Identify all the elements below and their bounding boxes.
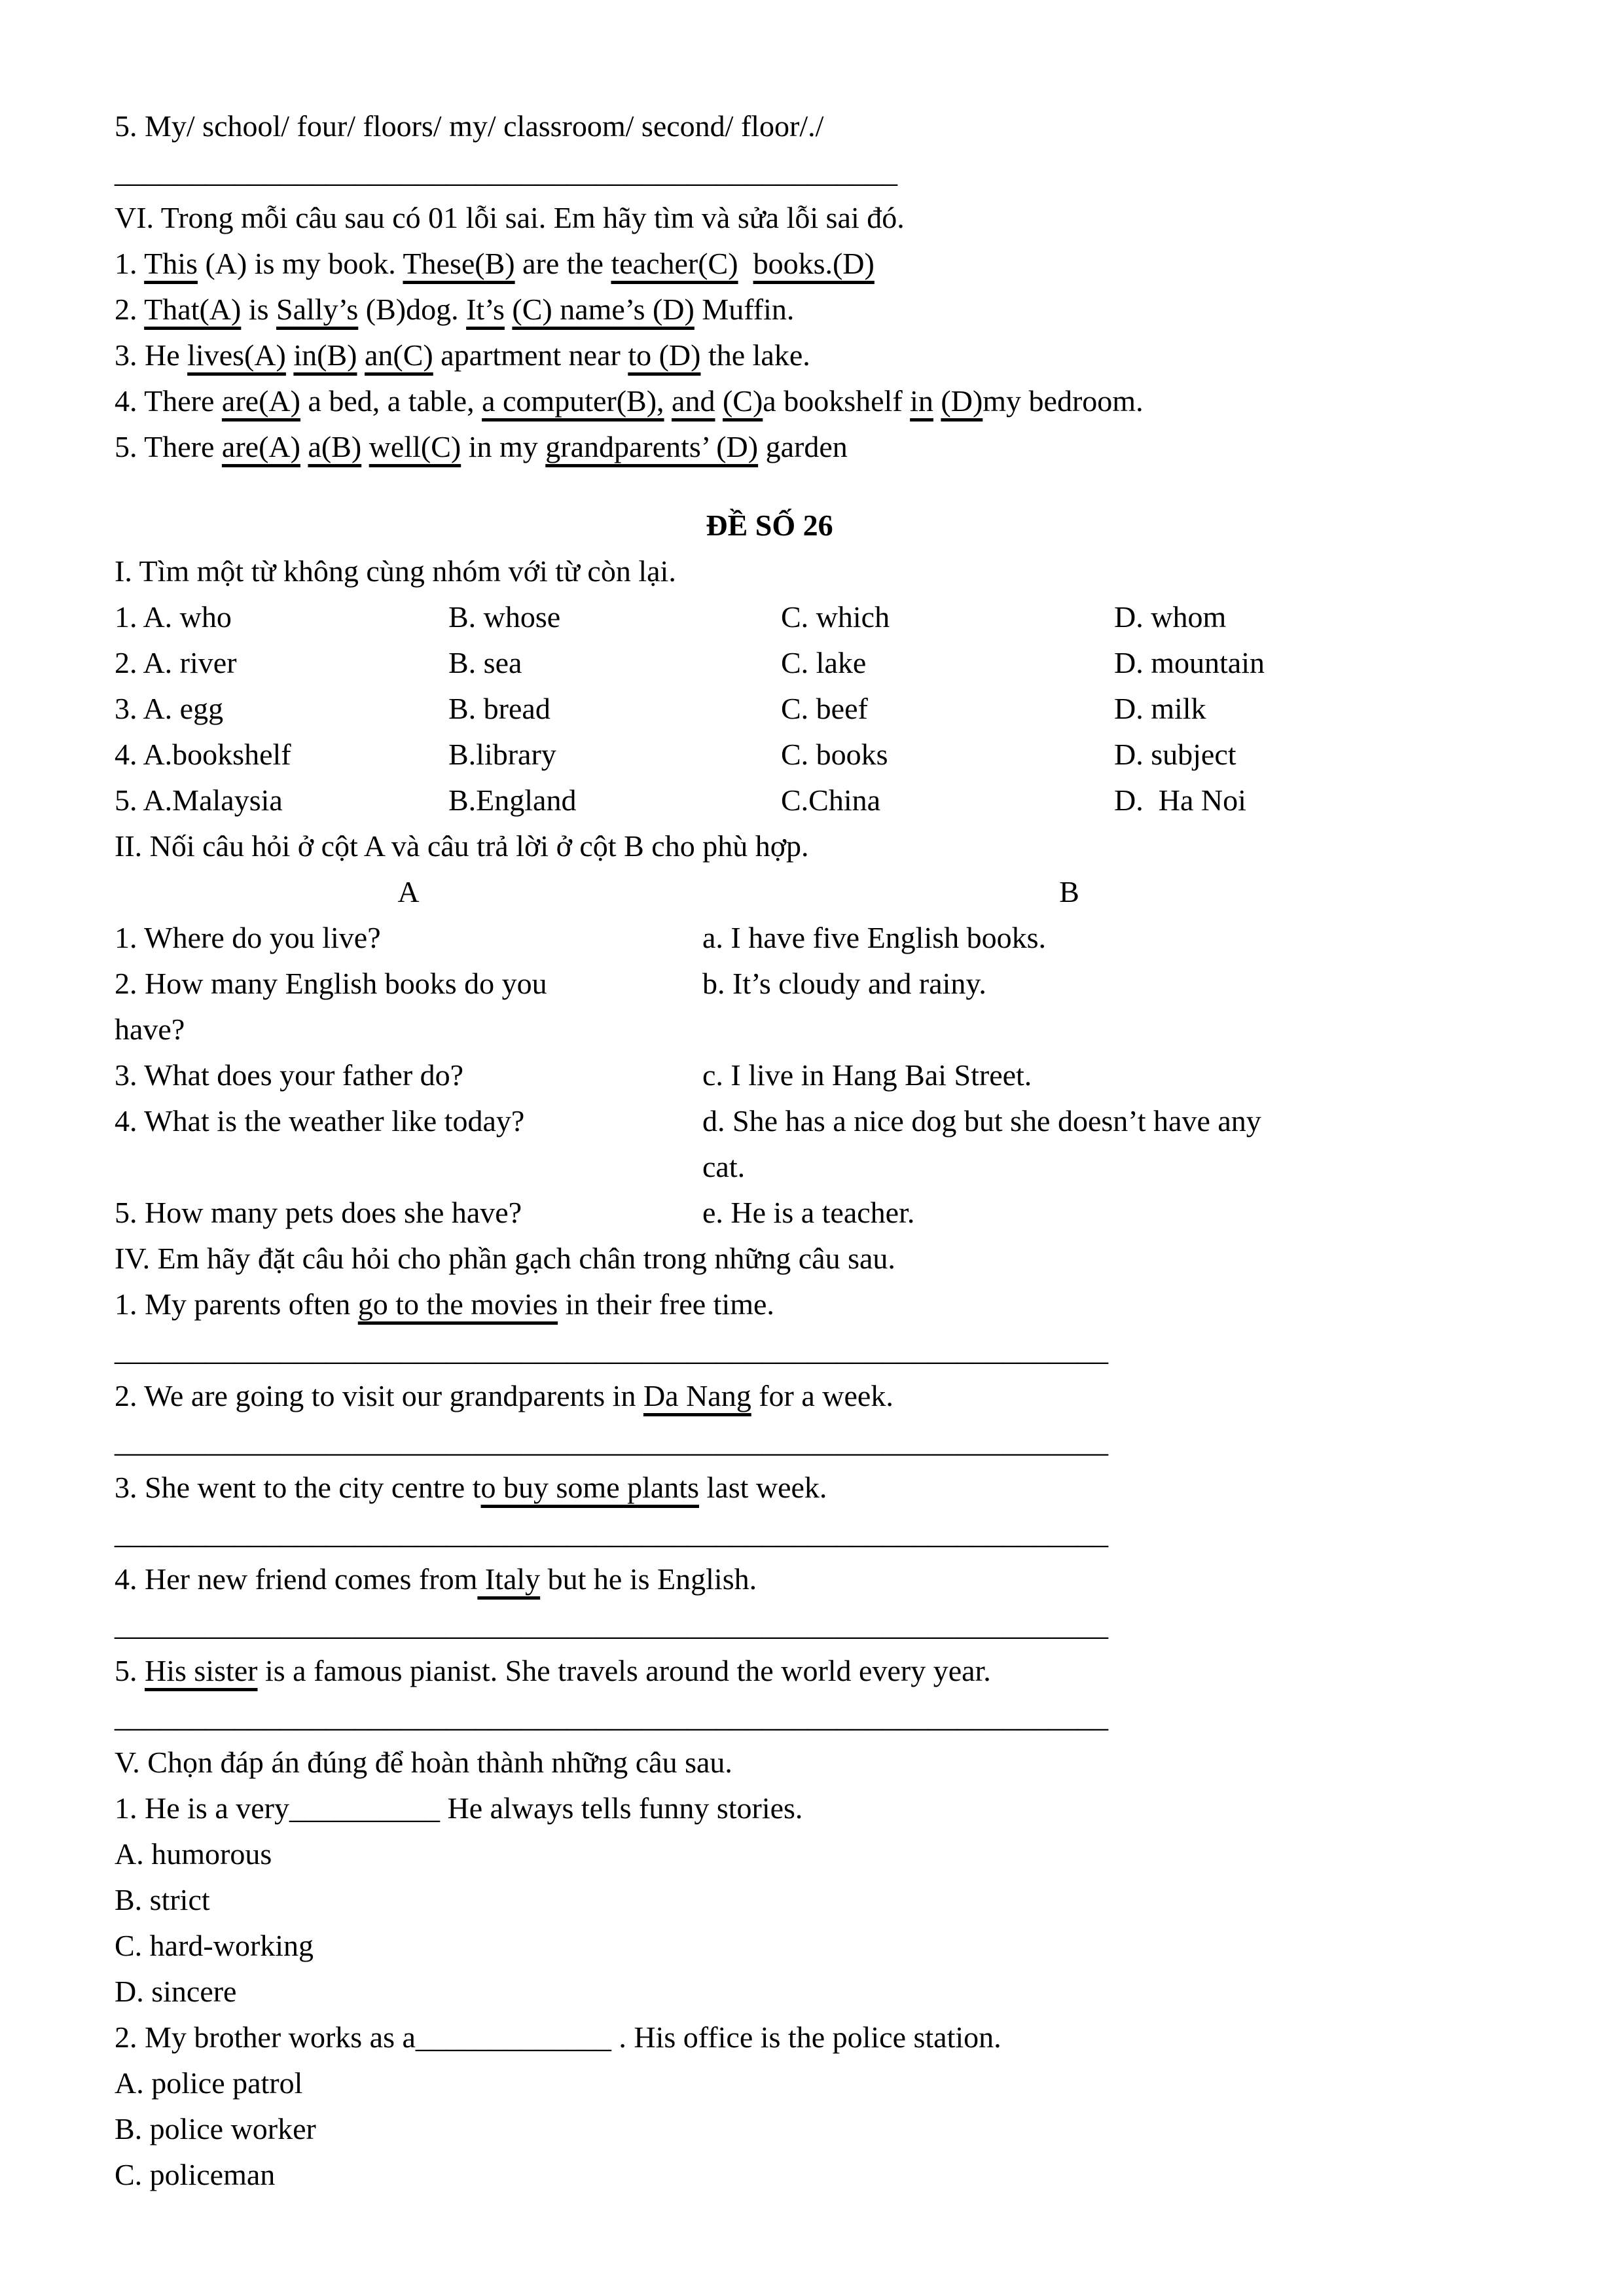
mc-cell: B. whose	[448, 600, 561, 634]
exam-title: ĐỀ SỐ 26	[706, 509, 833, 542]
question-making-item-5: 5. His sister is a famous pianist. She travels around the world every year.	[115, 1654, 991, 1687]
match-question-5: 5. How many pets does she have?	[115, 1196, 522, 1229]
match-answer-b: b. It’s cloudy and rainy.	[702, 967, 986, 1000]
answer-line: __________________________________________________________________	[115, 1700, 1108, 1733]
match-question-1: 1. Where do you live?	[115, 921, 381, 954]
mc-cell: 5. A.Malaysia	[115, 783, 283, 817]
mc-cell: C. lake	[781, 646, 867, 679]
answer-line: __________________________________________________________________	[115, 1333, 1108, 1367]
section-v-heading: V. Chọn đáp án đúng để hoàn thành những câu sau.	[115, 1746, 732, 1779]
error-correction-item-4: 4. There are(A) a bed, a table, a computer(B), and (C)a bookshelf in (D)my bedroom.	[115, 384, 1144, 418]
mc-cell: 4. A.bookshelf	[115, 738, 291, 771]
mc-cell: B.library	[448, 738, 556, 771]
mcq-option-c: C. policeman	[115, 2158, 276, 2191]
question-making-item-2: 2. We are going to visit our grandparents in Da Nang for a week.	[115, 1379, 893, 1412]
section-i-heading: I. Tìm một từ không cùng nhóm với từ còn lại.	[115, 554, 676, 588]
mcq-option-d: D. sincere	[115, 1975, 237, 2008]
match-answer-c: c. I live in Hang Bai Street.	[702, 1058, 1032, 1092]
column-a-header: A	[397, 875, 420, 908]
mc-cell: D. Ha Noi	[1114, 783, 1246, 817]
mcq-option-a: A. police patrol	[115, 2066, 303, 2100]
mc-cell: B. bread	[448, 692, 550, 725]
mcq-question-1: 1. He is a very__________ He always tells funny stories.	[115, 1791, 803, 1825]
error-correction-item-1: 1. This (A) is my book. These(B) are the teacher(C) books.(D)	[115, 247, 875, 280]
answer-line: ____________________________________________________	[115, 155, 897, 188]
mc-cell: C. which	[781, 600, 890, 634]
mc-cell: C.China	[781, 783, 881, 817]
match-answer-d: d. She has a nice dog but she doesn’t have any cat.	[702, 1104, 1261, 1183]
mc-cell: C. beef	[781, 692, 868, 725]
matching-table	[115, 915, 1509, 1236]
match-question-3: 3. What does your father do?	[115, 1058, 464, 1092]
match-column-headers	[115, 869, 1509, 915]
mc-cell: D. subject	[1114, 738, 1236, 771]
mc-cell: 2. A. river	[115, 646, 237, 679]
question-making-item-4: 4. Her new friend comes from Italy but he is English.	[115, 1562, 757, 1596]
match-answer-a: a. I have five English books.	[702, 921, 1047, 954]
error-correction-item-5: 5. There are(A) a(B) well(C) in my grandparents’ (D) garden	[115, 430, 848, 463]
section-ii-heading: II. Nối câu hỏi ở cột A và câu trả lời ở cột B cho phù hợp.	[115, 829, 809, 863]
mc-cell: 1. A. who	[115, 600, 232, 634]
mcq-option-c: C. hard-working	[115, 1929, 314, 1962]
answer-line: __________________________________________________________________	[115, 1425, 1108, 1458]
section-vi-heading: VI. Trong mỗi câu sau có 01 lỗi sai. Em hãy tìm và sửa lỗi sai đó.	[115, 201, 905, 234]
question-making-item-1: 1. My parents often go to the movies in their free time.	[115, 1287, 774, 1321]
mc-cell: D. mountain	[1114, 646, 1265, 679]
mcq-question-2: 2. My brother works as a_____________ . His office is the police station.	[115, 2020, 1001, 2054]
question-making-item-3: 3. She went to the city centre to buy some plants last week.	[115, 1471, 827, 1504]
mcq-option-b: B. police worker	[115, 2112, 316, 2145]
error-correction-item-2: 2. That(A) is Sally’s (B)dog. It’s (C) name’s (D) Muffin.	[115, 293, 795, 326]
mc-cell: D. milk	[1114, 692, 1206, 725]
mc-cell: B.England	[448, 783, 577, 817]
odd-one-out-table	[115, 594, 1509, 823]
section-iv-heading: IV. Em hãy đặt câu hỏi cho phần gạch chân trong những câu sau.	[115, 1242, 895, 1275]
answer-line: __________________________________________________________________	[115, 1608, 1108, 1641]
column-b-header: B	[1059, 875, 1079, 908]
answer-line: __________________________________________________________________	[115, 1516, 1108, 1550]
error-correction-item-3: 3. He lives(A) in(B) an(C) apartment near to (D) the lake.	[115, 338, 810, 372]
mc-cell: D. whom	[1114, 600, 1227, 634]
unscramble-item: 5. My/ school/ four/ floors/ my/ classroom/ second/ floor/./	[115, 109, 824, 143]
mc-cell: 3. A. egg	[115, 692, 224, 725]
match-question-2: 2. How many English books do you have?	[115, 967, 547, 1046]
mc-cell: B. sea	[448, 646, 522, 679]
match-answer-e: e. He is a teacher.	[702, 1196, 915, 1229]
mcq-option-b: B. strict	[115, 1883, 210, 1916]
match-question-4: 4. What is the weather like today?	[115, 1104, 525, 1138]
mc-cell: C. books	[781, 738, 888, 771]
mcq-option-a: A. humorous	[115, 1837, 272, 1871]
